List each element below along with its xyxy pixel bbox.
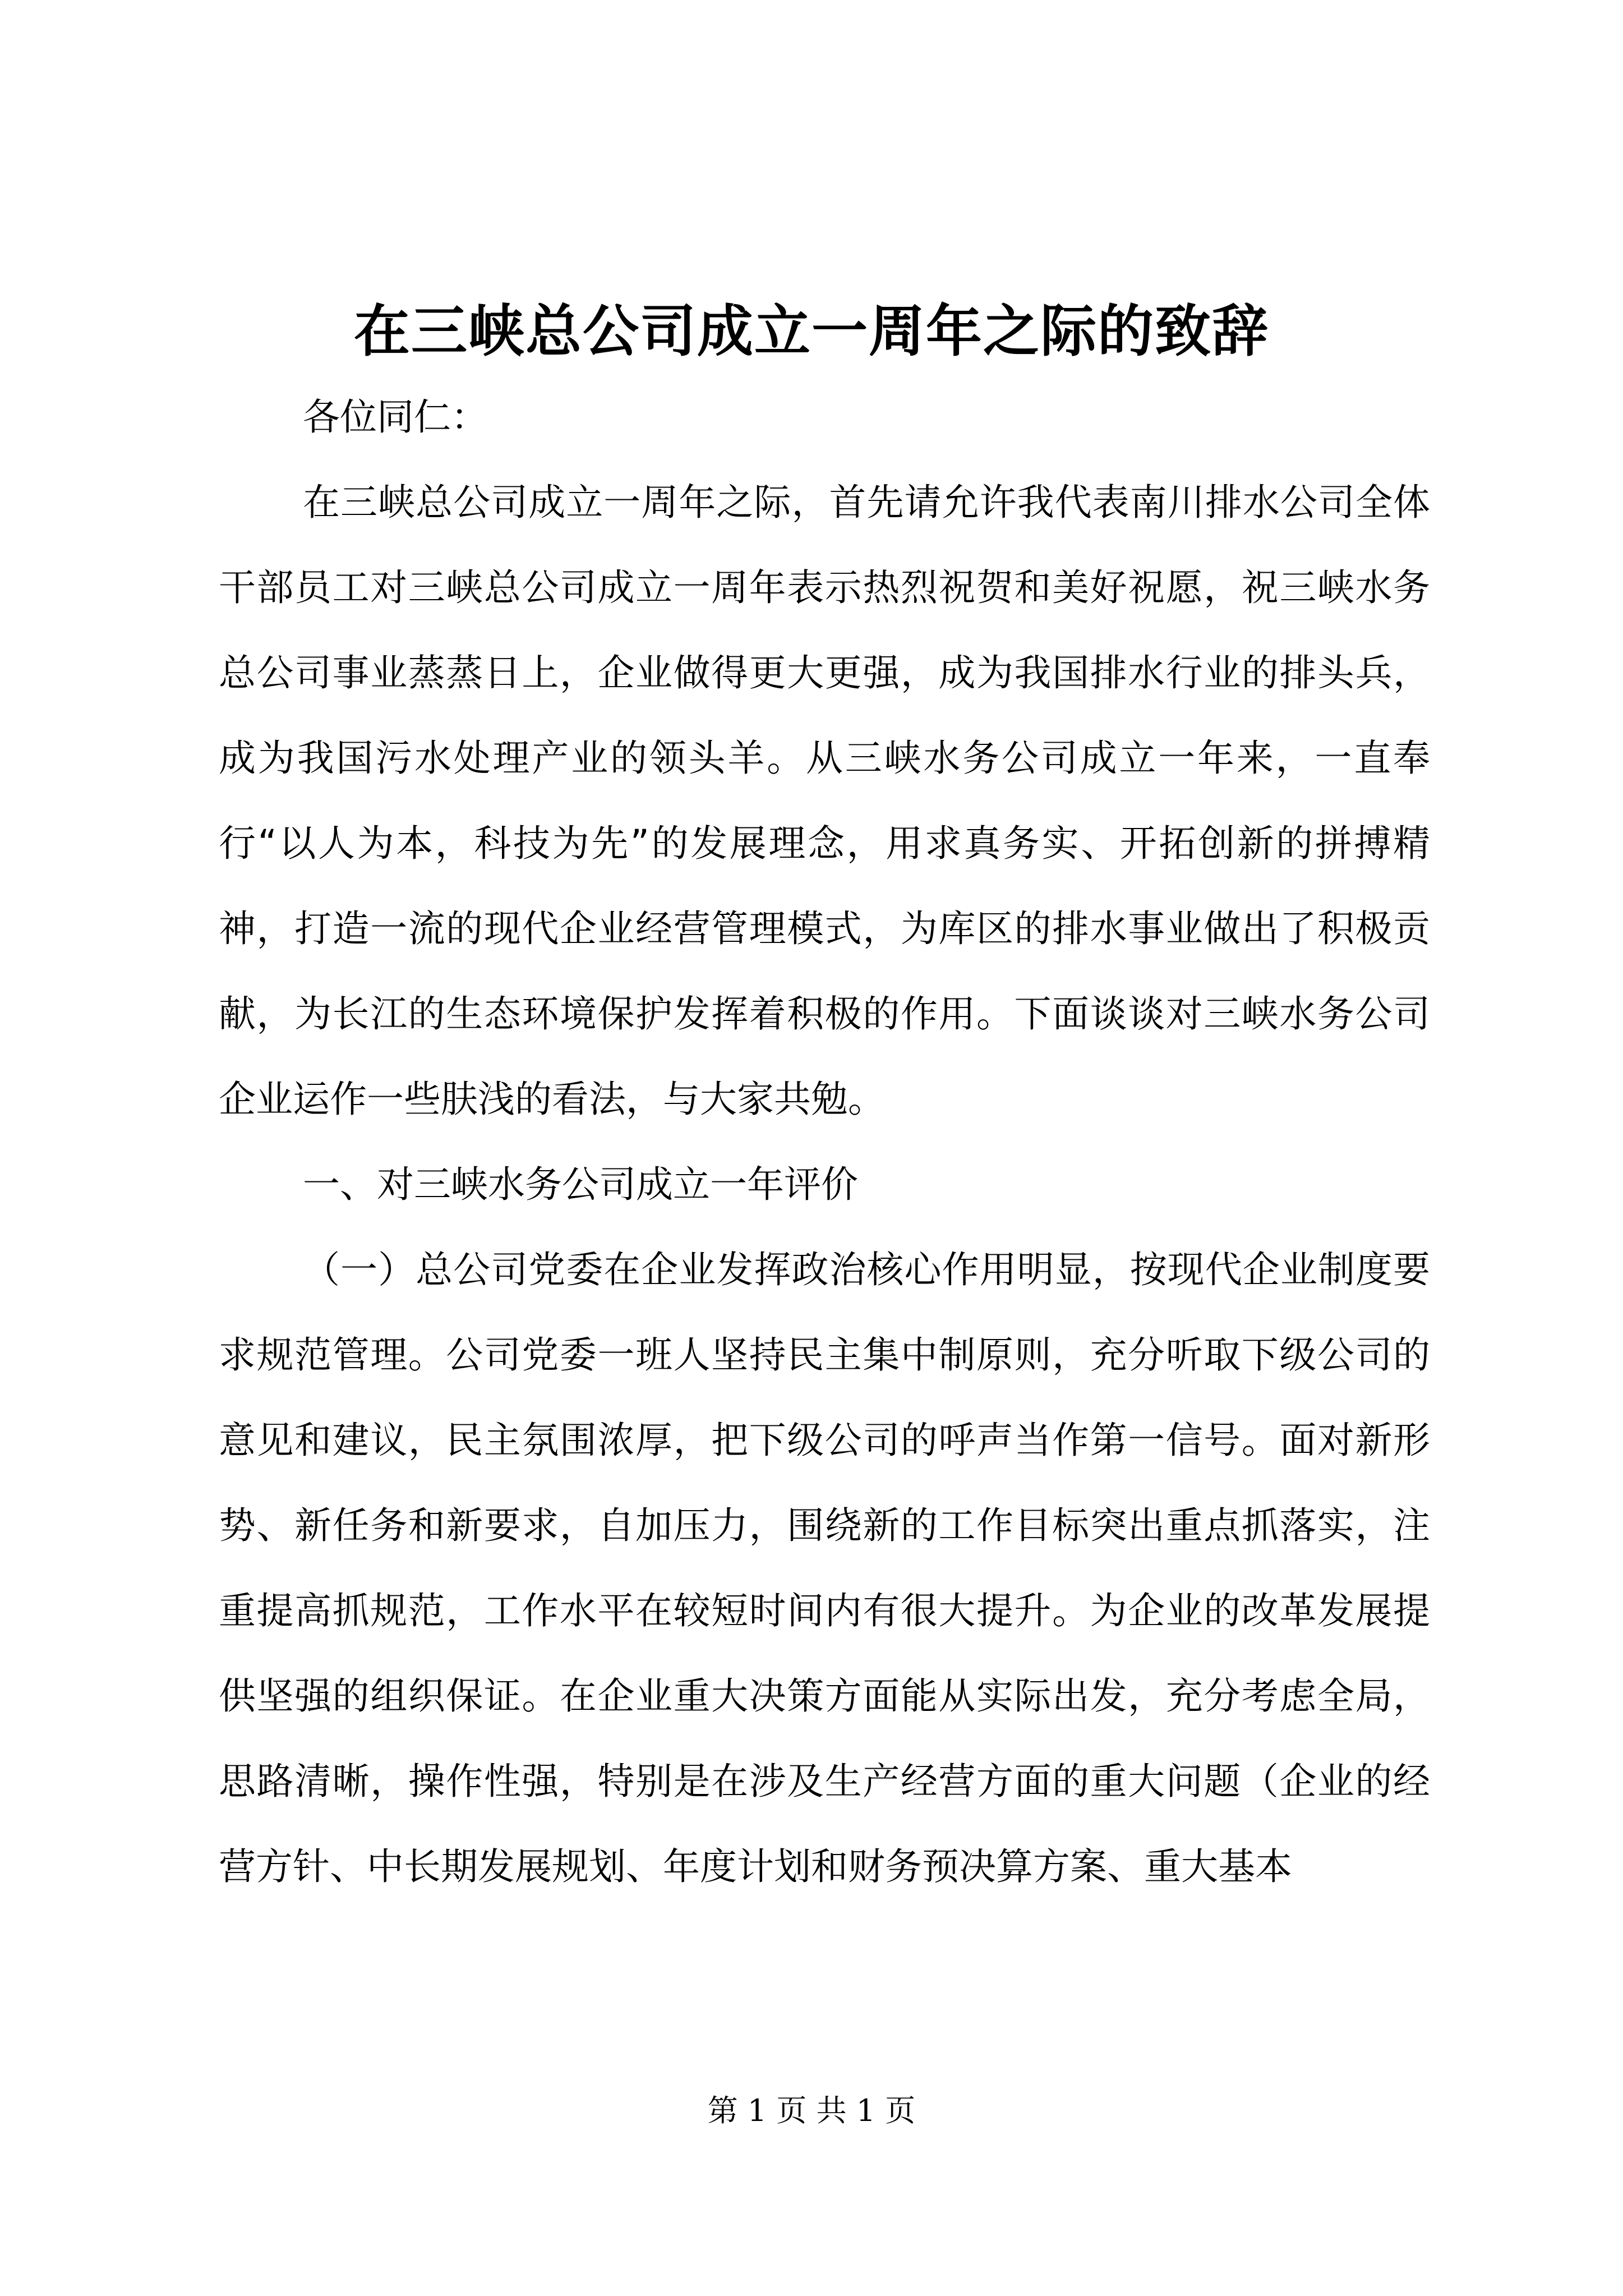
- document-body: [219, 375, 1430, 1910]
- page-footer: 第 1 页 共 1 页: [707, 2093, 916, 2128]
- paragraph: 在三峡总公司成立一周年之际，首先请允许我代表南川排水公司全体干部员工对三峡总公司成立一周年表示热烈祝贺和美好祝愿，祝三峡水务总公司事业蒸蒸日上，企业做得更大更强，成为我国排水行业的排头兵，成为我国污水处理产业的领头羊。从三峡水务公司成立一年来，一直奉行“以人为本，科技为先”的发展理念，用求真务实、开拓创新的拼搏精神，打造一流的现代企业经营管理模式，为库区的排水事业做出了积极贡献，为长江的生态环境保护发挥着积极的作用。下面谈谈对三峡水务公司企业运作一些肤浅的看法，与大家共勉。: [219, 481, 1430, 1121]
- greeting: 各位同仁：: [303, 395, 488, 439]
- paragraph: （一）总公司党委在企业发挥政治核心作用明显，按现代企业制度要求规范管理。公司党委一班人坚持民主集中制原则，充分听取下级公司的意见和建议，民主氛围浓厚，把下级公司的呼声当作第一信号。面对新形势、新任务和新要求，自加压力，围绕新的工作目标突出重点抓落实，注重提高抓规范，工作水平在较短时间内有很大提升。为企业的改革发展提供坚强的组织保证。在企业重大决策方面能从实际出发，充分考虑全局，思路清晰，操作性强，特别是在涉及生产经营方面的重大问题（企业的经营方针、中长期发展规划、年度计划和财务预决算方案、重大基本: [219, 1248, 1430, 1888]
- section-heading: 一、对三峡水务公司成立一年评价: [303, 1163, 858, 1206]
- document-title: 在三峡总公司成立一周年之际的致辞: [354, 298, 1269, 364]
